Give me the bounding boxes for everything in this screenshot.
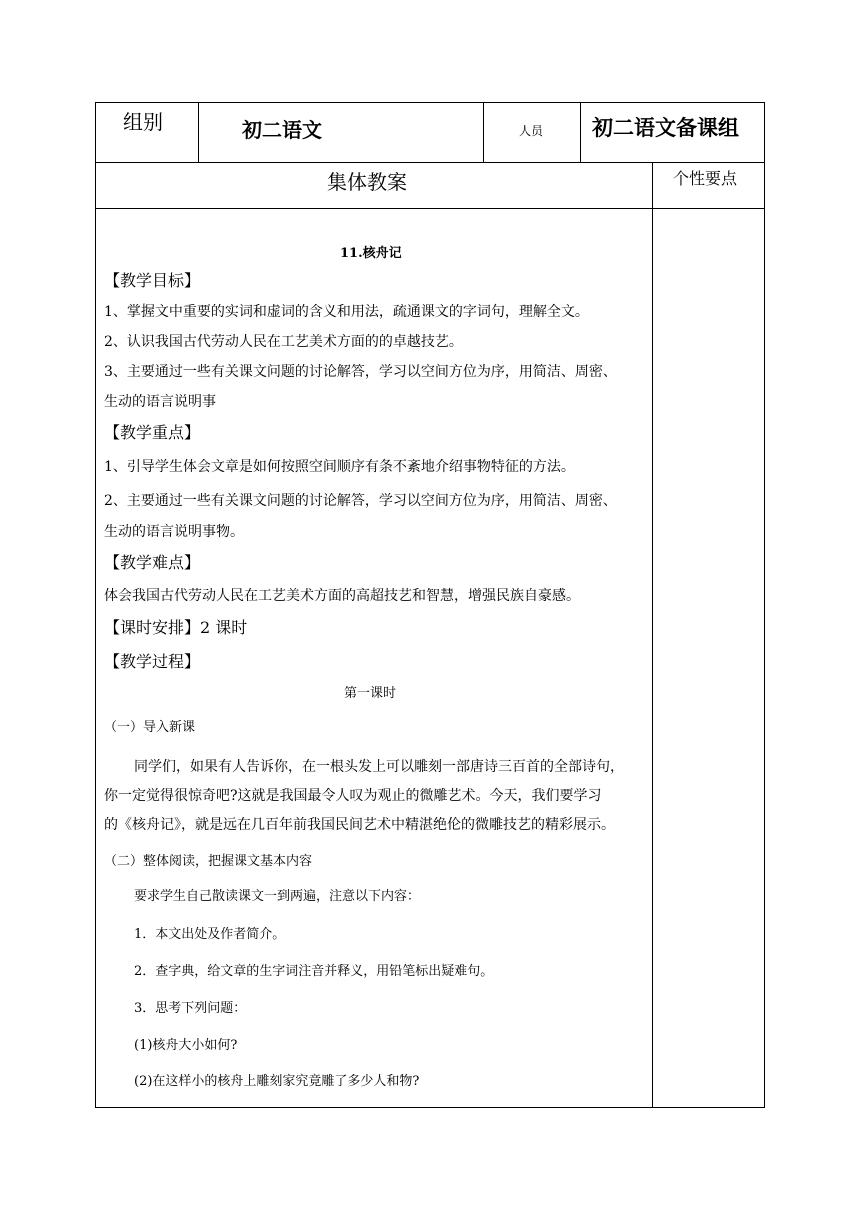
process-heading: 【教学过程】: [104, 652, 201, 671]
table-border-right: [764, 102, 765, 1108]
objective-item: 2、认识我国古代劳动人民在工艺美术方面的的卓越技艺。: [104, 334, 463, 350]
question-item: (2)在这样小的核舟上雕刻家究竟雕了多少人和物?: [134, 1074, 420, 1089]
table-border-top: [95, 102, 765, 103]
key-points-heading: 【教学重点】: [104, 423, 201, 442]
lesson-title: 11.核舟记: [340, 246, 402, 261]
table-border-bottom: [95, 1107, 765, 1108]
intro-paragraph-line: 的《核舟记》，就是远在几百年前我国民间艺术中精湛绝伦的微雕技艺的精彩展示。: [104, 817, 615, 833]
difficulty-heading: 【教学难点】: [104, 553, 201, 572]
key-point-item: 1、引导学生体会文章是如何按照空间顺序有条不紊地介绍事物特征的方法。: [104, 459, 575, 475]
group-value: 初二语文: [242, 118, 322, 142]
collective-plan-heading: 集体教案: [327, 170, 407, 194]
section-one-heading: （一）导入新课: [104, 720, 196, 735]
question-item: (1)核舟大小如何?: [134, 1038, 238, 1053]
objectives-heading: 【教学目标】: [104, 271, 201, 290]
table-border-left: [95, 102, 96, 1108]
table-divider-col3: [580, 102, 581, 162]
intro-paragraph-line: 你一定觉得很惊奇吧?这就是我国最令人叹为观止的微雕艺术。今天，我们要学习: [104, 788, 602, 804]
table-divider-subheader: [95, 208, 765, 209]
group-label: 组别: [123, 110, 163, 134]
table-divider-header: [95, 162, 765, 163]
key-point-item-continued: 生动的语言说明事物。: [104, 524, 244, 540]
lesson-one-heading: 第一课时: [344, 686, 397, 701]
table-divider-col2: [483, 102, 484, 162]
reading-item: 1．本文出处及作者简介。: [134, 927, 286, 942]
staff-value: 初二语文备课组: [592, 116, 739, 140]
key-point-item: 2、主要通过一些有关课文问题的讨论解答，学习以空间方位为序，用简洁、周密、: [104, 493, 617, 509]
intro-paragraph-line: 同学们，如果有人告诉你，在一根头发上可以雕刻一部唐诗三百首的全部诗句，: [134, 759, 624, 775]
reading-item: 2．查字典，给文章的生字词注音并释义，用铅笔标出疑难句。: [134, 964, 494, 979]
objective-item: 1、掌握文中重要的实词和虚词的含义和用法，疏通课文的字词句，理解全文。: [104, 304, 589, 320]
table-divider-col1: [198, 102, 199, 162]
schedule-text: 【课时安排】2 课时: [104, 618, 248, 637]
reading-intro: 要求学生自己散读课文一到两遍，注意以下内容：: [134, 889, 421, 904]
reading-item: 3．思考下列问题：: [134, 1001, 247, 1016]
personal-points-heading: 个性要点: [673, 169, 738, 188]
difficulty-text: 体会我国古代劳动人民在工艺美术方面的高超技艺和智慧，增强民族自豪感。: [104, 588, 580, 604]
objective-item: 3、主要通过一些有关课文问题的讨论解答，学习以空间方位为序，用简洁、周密、: [104, 364, 617, 380]
objective-item-continued: 生动的语言说明事: [104, 394, 216, 410]
section-two-heading: （二）整体阅读，把握课文基本内容: [104, 854, 313, 869]
staff-label: 人员: [519, 124, 544, 138]
